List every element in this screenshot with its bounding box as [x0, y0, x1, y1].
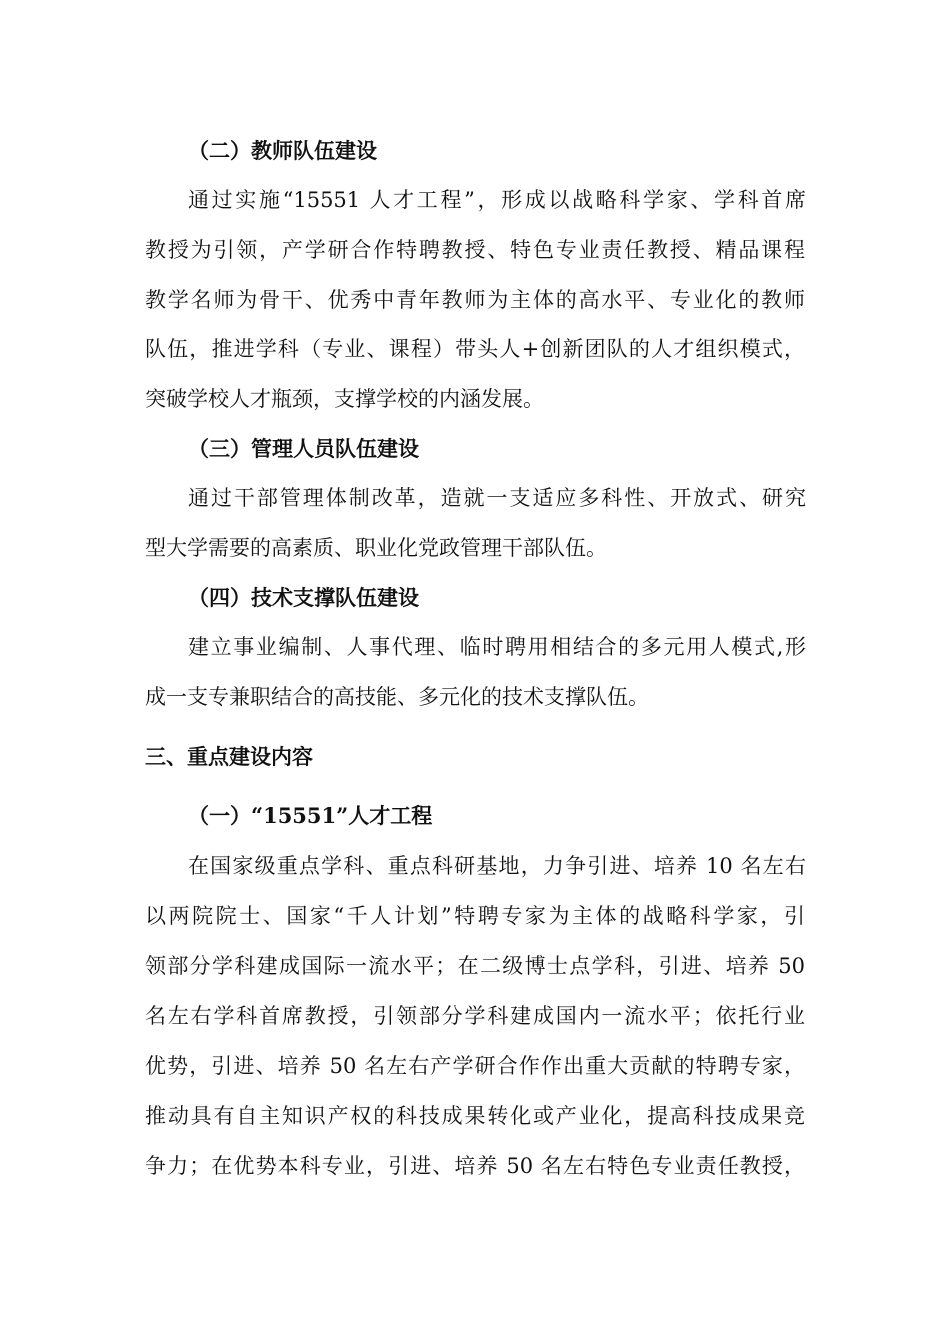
paragraph-line: 名左右学科首席教授，引领部分学科建成国内一流水平；依托行业	[145, 1004, 805, 1028]
section-heading-technical: （四）技术支撑队伍建设	[188, 585, 419, 610]
paragraph-line: 优势，引进、培养 50 名左右产学研合作作出重大贡献的特聘专家，	[145, 1054, 805, 1078]
paragraph-line: 在国家级重点学科、重点科研基地，力争引进、培养 10 名左右	[188, 854, 806, 878]
paragraph-line: 型大学需要的高素质、职业化党政管理干部队伍。	[145, 536, 607, 560]
paragraph-line: 争力；在优势本科专业，引进、培养 50 名左右特色专业责任教授，	[145, 1154, 805, 1178]
chapter-heading-key-content: 三、重点建设内容	[145, 744, 313, 769]
paragraph-line: 通过干部管理体制改革，造就一支适应多科性、开放式、研究	[188, 486, 806, 510]
paragraph-line: 以两院院士、国家“千人计划”特聘专家为主体的战略科学家，引	[145, 904, 805, 928]
paragraph-line: 队伍，推进学科（专业、课程）带头人+创新团队的人才组织模式，	[145, 337, 805, 361]
paragraph-line: 建立事业编制、人事代理、临时聘用相结合的多元用人模式,形	[188, 635, 806, 659]
section-heading-management: （三）管理人员队伍建设	[188, 436, 419, 461]
paragraph-line: 成一支专兼职结合的高技能、多元化的技术支撑队伍。	[145, 685, 649, 709]
paragraph-line: 教学名师为骨干、优秀中青年教师为主体的高水平、专业化的教师	[145, 288, 805, 312]
section-heading-talent-project: （一）“15551”人才工程	[188, 803, 433, 828]
paragraph-line: 教授为引领，产学研合作特聘教授、特色专业责任教授、精品课程	[145, 238, 805, 262]
paragraph-line: 推动具有自主知识产权的科技成果转化或产业化，提高科技成果竞	[145, 1104, 805, 1128]
section-heading-teachers: （二）教师队伍建设	[188, 138, 377, 163]
paragraph-line: 通过实施“15551 人才工程”，形成以战略科学家、学科首席	[188, 188, 806, 212]
paragraph-line: 突破学校人才瓶颈，支撑学校的内涵发展。	[145, 387, 544, 411]
paragraph-line: 领部分学科建成国际一流水平；在二级博士点学科，引进、培养 50	[145, 954, 805, 978]
